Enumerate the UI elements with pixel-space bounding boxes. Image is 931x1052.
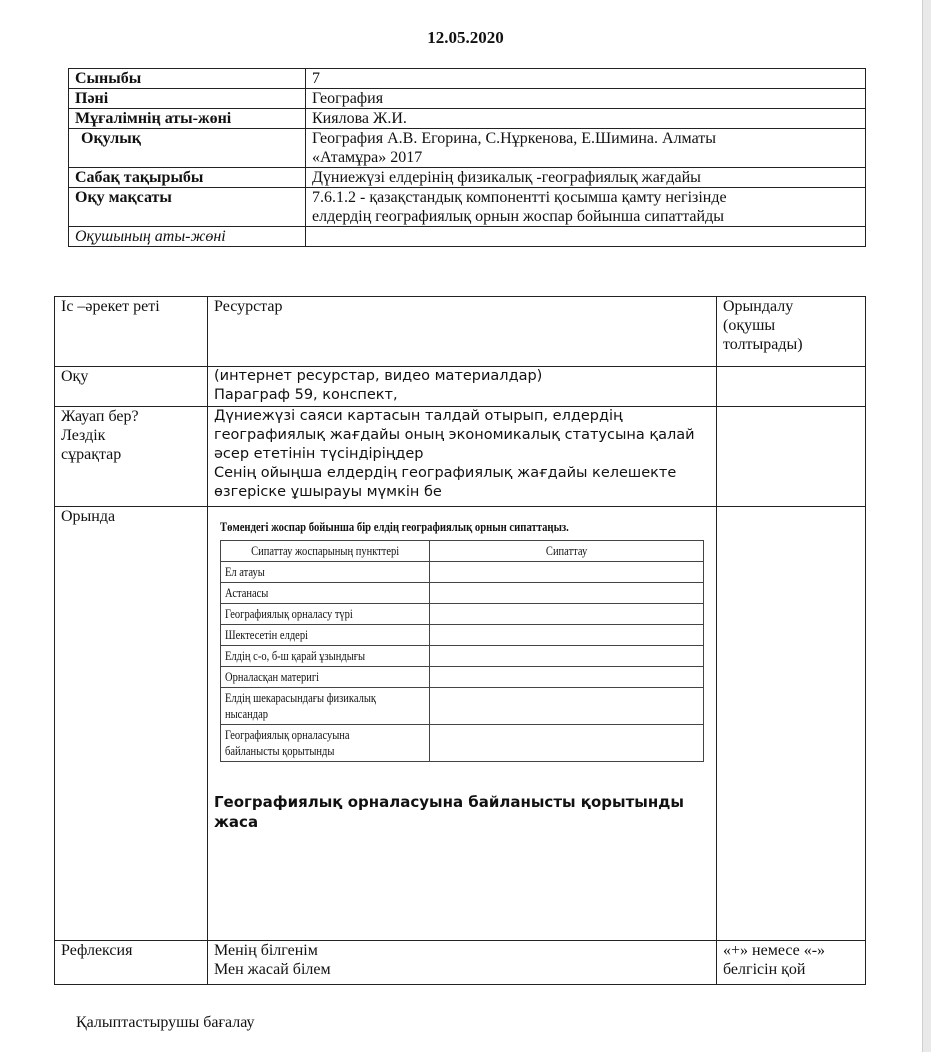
- plan-answer-cell[interactable]: [430, 725, 704, 762]
- plan-row: [221, 583, 704, 604]
- activity-resources: Дүниежүзі саяси картасын талдай отырып, елдердің географиялық жағдайы оның экономикалық статусына қалай әсер ететінін түсіндіріңдер Сенің ойыңша елдердің географиялық жағдайы келешекте өзгеріске ұшырауы мүмкін бе: [208, 407, 717, 507]
- lesson-info-table: [68, 68, 866, 247]
- info-row-subject: [69, 89, 866, 109]
- activity-row-reflection: [55, 941, 866, 985]
- plan-row: [221, 604, 704, 625]
- task-title: Төмендегі жоспар бойынша бір елдің географиялық орнын сипаттаңыз.: [220, 519, 569, 534]
- activity-resources: (интернет ресурстар, видео материалдар) Параграф 59, конспект,: [208, 367, 717, 407]
- info-value: 7.6.1.2 - қазақстандық компонентті қосымша қамту негізінде елдердің географиялық орнын жоспар бойынша сипаттайды: [306, 188, 866, 227]
- plan-row: [221, 562, 704, 583]
- info-label: Оқулық: [69, 129, 306, 168]
- activity-label: Рефлексия: [55, 941, 208, 985]
- plan-answer-cell[interactable]: [430, 604, 704, 625]
- header-resources: Ресурстар: [208, 297, 717, 367]
- activity-row-do: [55, 507, 866, 941]
- header-completion: Орындалу (оқушы толтырады): [717, 297, 866, 367]
- formative-assessment-label: Қалыптастырушы бағалау: [76, 1014, 255, 1031]
- info-row-topic: [69, 168, 866, 188]
- description-plan-table: [220, 540, 704, 762]
- activity-label: Жауап бер? Лездік сұрақтар: [55, 407, 208, 507]
- info-label: Мұғалімнің аты-жөні: [69, 109, 306, 129]
- plan-row: [221, 688, 704, 725]
- info-value: 7: [306, 69, 866, 89]
- plan-row: [221, 625, 704, 646]
- info-label: Оқушының аты-жөні: [69, 227, 306, 247]
- activity-label: Орында: [55, 507, 208, 941]
- info-value: Киялова Ж.И.: [306, 109, 866, 129]
- info-row-teacher: [69, 109, 866, 129]
- plan-item: Орналасқан материгі: [221, 667, 430, 688]
- completion-instruction: «+» немесе «-» белгісін қой: [717, 941, 866, 985]
- info-row-objective: [69, 188, 866, 227]
- info-value: Дүниежүзі елдерінің физикалық -географиялық жағдайы: [306, 168, 866, 188]
- activity-row-read: [55, 367, 866, 407]
- plan-item: Географиялық орналасу түрі: [221, 604, 430, 625]
- info-value: География А.В. Егорина, С.Нұркенова, Е.Шимина. Алматы «Атамұра» 2017: [306, 129, 866, 168]
- info-label: Сыныбы: [69, 69, 306, 89]
- conclusion-prompt: Географиялық орналасуына байланысты қорытынды жаса: [214, 793, 684, 831]
- plan-item: Географиялық орналасуына байланысты қорытынды: [221, 725, 430, 762]
- info-row-class: [69, 69, 866, 89]
- activity-row-answer: [55, 407, 866, 507]
- info-label: Пәні: [69, 89, 306, 109]
- info-label: Сабақ тақырыбы: [69, 168, 306, 188]
- completion-cell[interactable]: [717, 407, 866, 507]
- plan-header-description: Сипаттау: [430, 541, 704, 562]
- plan-item: Елдің с-о, б-ш қарай ұзындығы: [221, 646, 430, 667]
- activity-task: [208, 507, 717, 941]
- header-activity-order: Іс –әрекет реті: [55, 297, 208, 367]
- plan-item: Астанасы: [221, 583, 430, 604]
- plan-answer-cell[interactable]: [430, 646, 704, 667]
- plan-answer-cell[interactable]: [430, 625, 704, 646]
- plan-header-row: [221, 541, 704, 562]
- plan-row: [221, 646, 704, 667]
- page-edge: [922, 0, 931, 1052]
- plan-answer-cell[interactable]: [430, 667, 704, 688]
- info-row-student-name: [69, 227, 866, 247]
- activity-label: Оқу: [55, 367, 208, 407]
- document-date: 12.05.2020: [427, 28, 504, 47]
- activity-header-row: [55, 297, 866, 367]
- plan-row: [221, 725, 704, 762]
- student-name-field[interactable]: [306, 227, 866, 247]
- info-label: Оқу мақсаты: [69, 188, 306, 227]
- plan-answer-cell[interactable]: [430, 688, 704, 725]
- plan-item: Шектесетін елдері: [221, 625, 430, 646]
- completion-cell[interactable]: [717, 367, 866, 407]
- activity-resources: Менің білгенім Мен жасай білем: [208, 941, 717, 985]
- plan-row: [221, 667, 704, 688]
- info-row-textbook: [69, 129, 866, 168]
- completion-cell[interactable]: [717, 507, 866, 941]
- info-value: География: [306, 89, 866, 109]
- plan-answer-cell[interactable]: [430, 562, 704, 583]
- plan-item: Ел атауы: [221, 562, 430, 583]
- activity-table: [54, 296, 866, 985]
- plan-header-points: Сипаттау жоспарының пункттері: [221, 541, 430, 562]
- plan-answer-cell[interactable]: [430, 583, 704, 604]
- plan-item: Елдің шекарасындағы физикалық нысандар: [221, 688, 430, 725]
